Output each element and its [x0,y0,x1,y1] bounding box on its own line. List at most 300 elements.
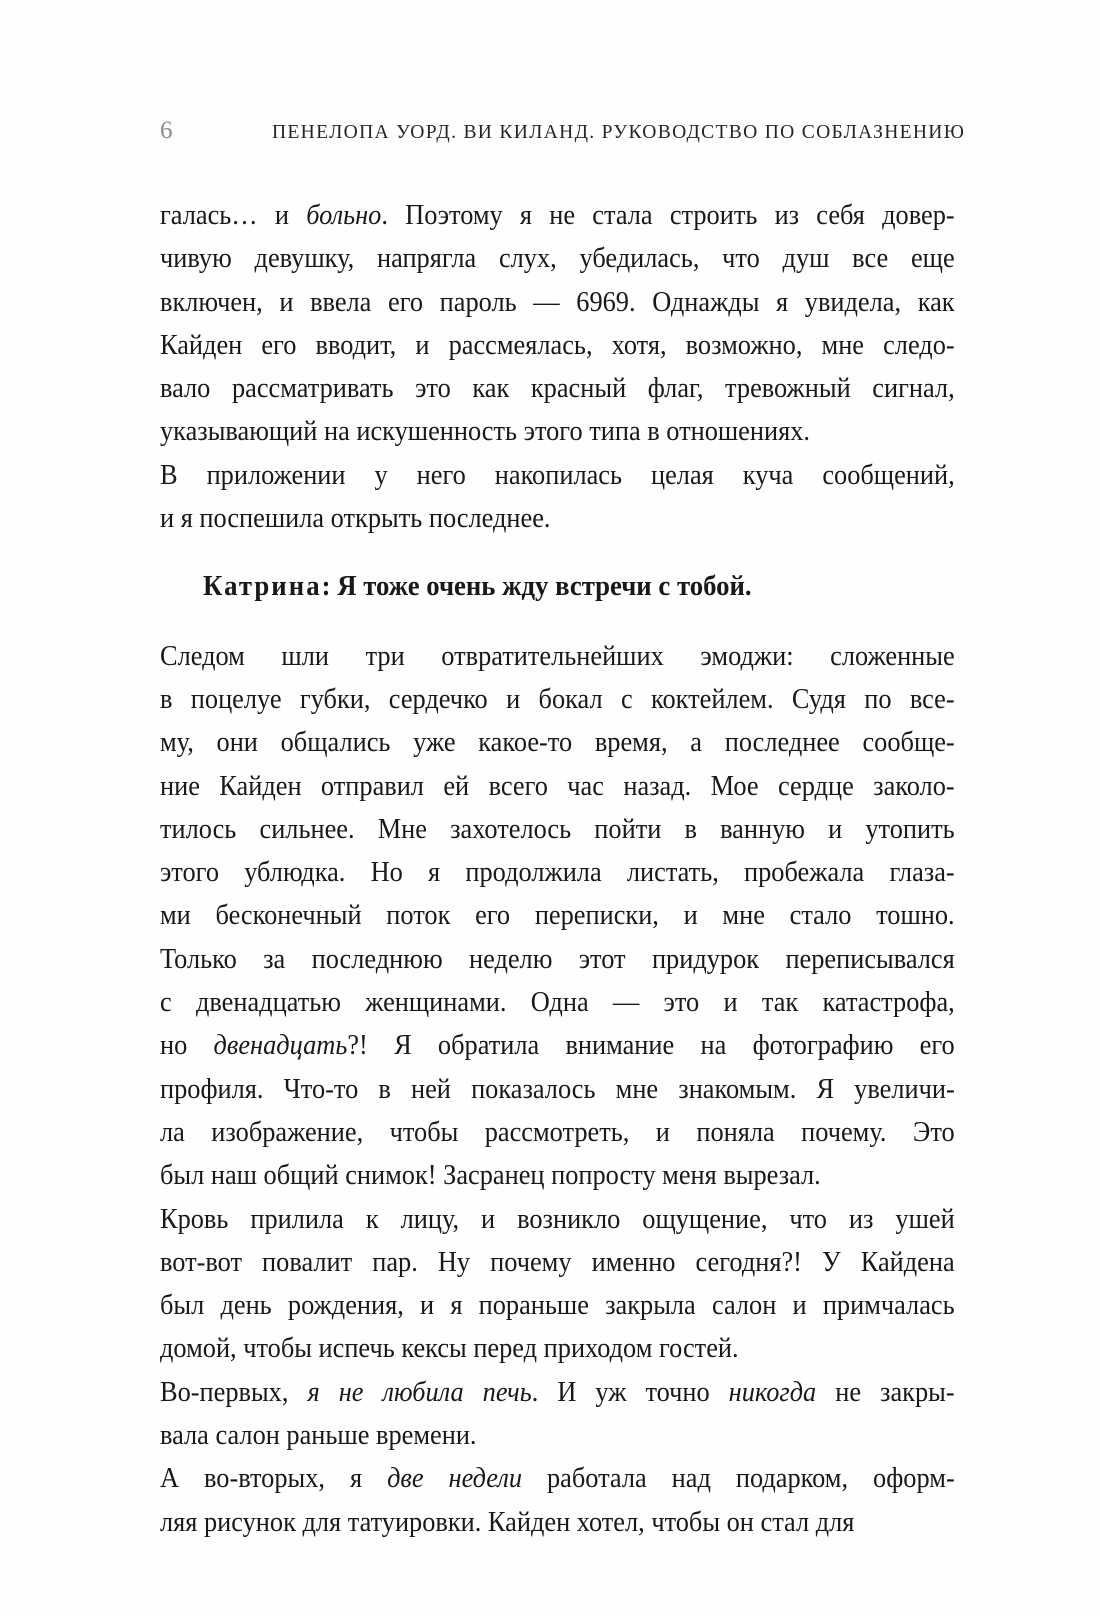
text-line [160,367,955,410]
text-run: из [848,1203,874,1235]
text-line [160,894,955,937]
text-run: это [415,373,451,405]
text-line [160,1501,903,1544]
word [621,678,633,721]
word [690,721,702,764]
text-run: У [821,1246,841,1278]
text-run: рождения, [287,1290,404,1322]
word [288,1284,404,1327]
text-run: оформ- [873,1463,955,1495]
word [160,981,172,1024]
word [722,237,760,280]
text-run: я [349,1463,363,1495]
word [216,894,362,937]
text-run: Мне [377,813,427,845]
text-run: ввела [310,286,372,318]
text-run: к [365,1203,379,1235]
word [920,1024,955,1067]
text-run: уж [595,1376,627,1408]
word [864,678,891,721]
text-run: Однажды [652,286,760,318]
text-run: ублюдка. [244,857,346,889]
word [684,808,696,851]
text-run: Я [394,1030,412,1062]
word [160,721,194,764]
word [700,635,793,678]
word [259,808,354,851]
text-run: ла [160,1116,185,1148]
emphasis-text: никогда [728,1376,817,1408]
text-run: за [263,943,286,975]
text-run: закрыла [605,1290,696,1322]
text-line [160,1371,955,1414]
word [882,194,955,237]
word [284,1068,359,1111]
text-run: тошно. [876,900,955,932]
text-run: двенадцатью [195,987,341,1019]
text-run: в [378,1073,391,1105]
text-run: чивую [160,243,232,275]
text-run: на [700,1030,727,1062]
text-run: И [557,1376,577,1408]
text-run: приложении [206,459,346,491]
text-line [160,497,903,540]
word [390,1111,459,1154]
word [413,721,455,764]
word [720,808,805,851]
word [378,1068,390,1111]
text-run: утопить [865,813,955,845]
text-run: и [420,1290,435,1322]
word [805,281,901,324]
word [872,367,954,410]
word [520,194,532,237]
text-run: мне [722,900,765,932]
word [595,721,668,764]
text-line [160,1327,903,1370]
word [394,1024,412,1067]
text-run: закры- [880,1376,955,1408]
word [783,237,830,280]
word [672,1457,711,1500]
word [531,981,589,1024]
word [579,938,626,981]
emphasis-text: больно [306,200,382,231]
text-run: шли [281,640,329,672]
word [316,324,397,367]
word [160,1284,204,1327]
text-run: тревожный [725,373,851,405]
word [822,454,954,497]
text-run: сердечко [388,683,488,715]
text-run: куча [742,459,794,491]
word [160,1068,264,1111]
text-run: включен, [160,286,263,318]
word [450,1284,462,1327]
word [263,938,285,981]
word [471,1068,595,1111]
text-run: следо- [883,329,955,361]
text-run: 6969. [576,286,636,318]
text-run: вало [160,373,211,405]
word [160,1198,228,1241]
text-run: его [475,900,511,932]
text-run: бокал [538,683,603,715]
text-run: Только [160,943,237,975]
word [579,237,699,280]
emphasis-text: я [307,1376,320,1408]
text-run: над [671,1463,711,1495]
text-run: назад. [623,770,692,802]
paragraph-5 [160,1371,955,1458]
text-run: коктейлем. [651,683,774,715]
word [652,938,759,981]
word [307,1371,319,1414]
text-run: изображение, [211,1116,364,1148]
text-run: все- [909,683,955,715]
text-run: время, [594,727,668,759]
word [420,1284,434,1327]
text-run: Поэтому [405,200,503,231]
text-run: ляя рисунок для татуировки. Кайден хотел, чтобы он стал для [160,1506,855,1538]
text-run: я [776,286,789,318]
word [220,1284,271,1327]
text-run: Но [370,857,403,889]
text-run: мне [821,329,864,361]
word [729,1371,817,1414]
text-run: пар. [372,1246,418,1278]
text-run: придурок [651,943,760,975]
word [722,894,764,937]
emphasis-text: любила [382,1376,464,1408]
text-run: ?! [347,1030,368,1062]
text-run: не [835,1376,862,1408]
text-run: него [416,459,466,491]
text-run: этого [160,857,219,889]
word [852,237,888,280]
text-run: Судя [791,683,846,715]
text-run: пробежала [744,857,865,889]
text-run: а [690,727,702,759]
word [539,678,603,721]
paragraph-6 [160,1457,955,1544]
word [244,851,345,894]
word [401,1198,459,1241]
word [793,1284,807,1327]
word [490,1241,571,1284]
text-run: сообще- [862,727,955,759]
text-line [160,678,955,721]
text-run: . [381,200,388,231]
text-run: Кровь [160,1203,229,1235]
text-run: ей [443,770,470,802]
word [160,938,237,981]
text-run: рассмотреть, [484,1116,630,1148]
word [438,1024,539,1067]
word [281,635,329,678]
text-run: Я [816,1073,835,1105]
text-run: Мое [710,770,759,802]
word [450,808,571,851]
word [700,1024,726,1067]
text-run: всего [488,770,548,802]
text-run: уже [413,727,456,759]
word [762,981,798,1024]
page-number: 6 [160,117,173,144]
word [549,194,575,237]
text-run: но [160,1030,188,1062]
word [778,765,854,808]
text-run: слух, [498,243,557,275]
word [250,1198,344,1241]
word [652,281,759,324]
text-run: глаза- [889,857,955,889]
paragraph-4 [160,1198,955,1371]
paragraph-3 [160,635,955,1198]
word [736,1457,848,1500]
word [438,1241,470,1284]
word [160,367,210,410]
text-line [160,1414,903,1457]
text-run: красный [530,373,627,405]
word [204,1457,325,1500]
text-run: довер- [882,200,955,231]
word [232,367,394,410]
text-run: показалось [471,1073,596,1105]
text-run: три [365,640,405,672]
word [712,1284,776,1327]
text-run: и [506,683,521,715]
text-run: му, [160,727,194,759]
text-line [160,1284,955,1327]
word [880,1371,955,1414]
word [366,1198,379,1241]
word [160,765,200,808]
text-run: хотя, [611,329,667,361]
text-run: прилила [250,1203,344,1235]
message-separator: : [321,571,338,603]
word [415,367,451,410]
text-line [160,1154,903,1197]
word [801,1111,886,1154]
word [405,194,503,237]
word [595,1371,626,1414]
word [214,1024,368,1067]
word [312,938,443,981]
text-run: девушку, [254,243,355,275]
text-run: сердце [778,770,854,802]
text-run: поняла [696,1116,775,1148]
text-run: вот-вот [160,1246,243,1278]
text-run: и [415,329,430,361]
word [207,454,346,497]
text-run: себя [816,200,865,231]
word [651,454,714,497]
word [489,765,548,808]
text-run: домой, чтобы испечь кексы перед приходом гостей. [160,1333,739,1365]
text-run: катастрофа, [822,987,955,1019]
text-run: салон [711,1290,777,1322]
word [465,851,601,894]
text-run: возникло [517,1203,621,1235]
word [160,237,232,280]
text-run: что [789,1203,827,1235]
text-run: не [549,200,576,231]
word [913,1111,955,1154]
text-run: пойти [594,813,662,845]
word [374,454,387,497]
text-run: заколо- [873,770,955,802]
text-run: его [261,329,297,361]
text-run: листать, [626,857,719,889]
text-run: что [722,243,760,275]
word [160,635,245,678]
text-run: у [374,459,388,491]
word [723,981,737,1024]
text-line [160,281,955,324]
running-title: ПЕНЕЛОПА УОРД. ВИ КИЛАНД. РУКОВОДСТВО ПО СОБЛАЗНЕНИЮ [272,121,966,143]
text-run: переписки, [534,900,659,932]
text-run: . [531,1376,539,1408]
word [743,454,794,497]
text-run: стало [789,900,852,932]
text-run: они [216,727,258,759]
word [876,894,955,937]
word [196,981,341,1024]
word [642,1198,767,1241]
word [828,808,842,851]
text-run: я [450,1290,463,1322]
text-run: рассмеялась, [448,329,593,361]
body-text-block [160,194,955,1544]
word [275,194,289,237]
word [389,678,488,721]
word [865,808,954,851]
text-run: сообщений, [822,459,955,491]
word [753,1024,894,1067]
word [449,1457,522,1500]
word [547,1457,647,1500]
text-run: неделю [468,943,553,975]
word [816,194,865,237]
word [785,938,954,981]
word [160,1457,179,1500]
text-run: точно [645,1376,710,1408]
text-run: галась… [160,200,258,231]
text-run: увеличи- [854,1073,955,1105]
text-run: этот [578,943,626,975]
word [411,1068,451,1111]
word [479,1284,589,1327]
text-run: и [792,1290,807,1322]
word [160,1111,185,1154]
text-line [160,1068,955,1111]
text-line [160,1241,955,1284]
word [160,194,258,237]
text-run: был наш общий снимок! Засранец попросту меня вырезал. [160,1160,821,1192]
text-run: Во-первых, [160,1376,289,1408]
word [862,721,954,764]
word [372,1241,418,1284]
word [911,237,955,280]
word [531,367,626,410]
emphasis-text: недели [448,1463,523,1495]
word [160,678,172,721]
word [160,1024,187,1067]
word [428,851,440,894]
word [835,1371,861,1414]
word [279,281,293,324]
word [605,1284,696,1327]
word [645,1371,709,1414]
word [483,1371,539,1414]
emphasis-text: печь [482,1376,532,1408]
word [686,324,803,367]
word [678,1068,796,1111]
text-run: ми [160,900,191,932]
text-run: Кайден [219,770,302,802]
text-run: примчалась [822,1290,955,1322]
text-run: из [774,200,800,231]
word [670,194,758,237]
text-line [160,851,955,894]
text-run: общались [280,727,391,759]
word [822,1241,841,1284]
text-run: увидела, [804,286,902,318]
word [790,894,852,937]
text-run: душ [782,243,830,275]
word [711,765,759,808]
word [191,678,282,721]
text-run: его [919,1030,955,1062]
word [300,678,371,721]
text-line [160,981,955,1024]
word [417,454,466,497]
text-run: я [428,857,441,889]
text-run: поцелуе [190,683,282,715]
text-run: женщинами. [365,987,507,1019]
text-run: эмоджи: [700,640,794,672]
word [160,281,263,324]
emphasis-text: двенадцать [213,1030,348,1062]
word [350,1457,362,1500]
word [656,1111,670,1154]
text-run: возможно, [685,329,803,361]
word [612,324,667,367]
text-run: именно [591,1246,676,1278]
text-run: поток [386,900,451,932]
text-line [160,1111,955,1154]
text-run: захотелось [450,813,572,845]
text-run: Кайден [160,329,243,361]
text-run: с [620,683,633,715]
text-run: Следом [160,640,245,672]
word [918,281,955,324]
text-run: тилось [160,813,237,845]
word [321,765,424,808]
word [160,1241,242,1284]
text-run: обратила [437,1030,540,1062]
text-run: и [274,200,289,231]
word [616,1068,658,1111]
word [910,678,955,721]
text-run: убедилась, [579,243,700,275]
text-run: сильнее. [259,813,355,845]
word [823,981,955,1024]
word [378,808,427,851]
text-run: рассматривать [231,373,394,405]
word [495,454,622,497]
